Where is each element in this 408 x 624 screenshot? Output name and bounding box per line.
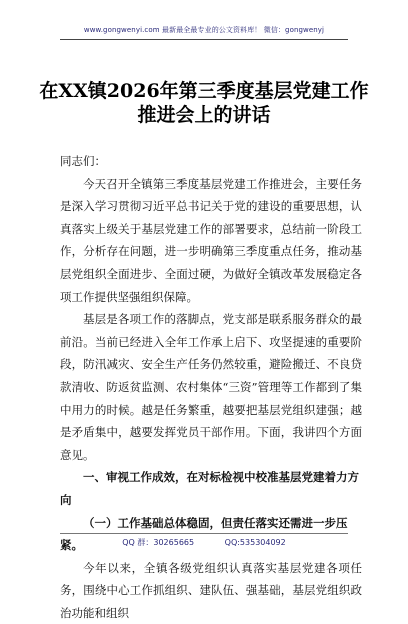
page-footer — [0, 537, 408, 548]
title-line-2: 推进会上的讲话 — [137, 104, 271, 126]
salutation: 同志们： — [60, 154, 106, 168]
header-divider — [60, 39, 348, 40]
header-website-text: www.gongwenyi.com 最新最全最专业的公文资料库！ 微信：gongwenyj — [83, 26, 325, 34]
document-body — [60, 150, 362, 624]
paragraph-1: 今天召开全镇第三季度基层党建工作推进会，主要任务是深入学习贯彻习近平总书记关于党的建设的重要思想，认真落实上级关于基层党建工作的部署要求，总结前一阶段工作，分析存在问题，进一步明确第三季度重点任务，推动基层党组织全面进步、全面过硬，为做好全镇改革发展稳定各项工作提供坚强组织保障。 — [60, 176, 362, 304]
title-line-1: 在XX镇2026年第三季度基层党建工作 — [39, 80, 369, 102]
paragraph-2: 基层是各项工作的落脚点，党支部是联系服务群众的最前沿。当前已经进入全年工作承上启下、攻坚提速的重要阶段，防汛减灾、安全生产任务仍然较重，避险搬迁、不良贷款清收、防返贫监测、农村集体“三资”管理等工作都到了集中用力的时候。越是任务繁重，越要把基层党组织建强；越是矛盾集中，越要发挥党员干部作用。下面，我讲四个方面意见。 — [60, 312, 362, 462]
footer-qq-group: QQ 群：30265665 — [122, 538, 195, 547]
page-header — [0, 0, 408, 40]
footer-qq-contact: QQ:535304092 — [224, 538, 286, 547]
section-heading-1: 一、审视工作成效，在对标检视中校准基层党建着力方向 — [60, 470, 359, 507]
footer-divider — [60, 533, 348, 534]
paragraph-3: 今年以来，全镇各级党组织认真落实基层党建各项任务，围绕中心工作抓组织、建队伍、强基础，基层党组织政治功能和组织 — [60, 560, 362, 620]
subsection-heading-1: （一）工作基础总体稳固，但责任落实还需进一步压紧。 — [60, 515, 348, 553]
document-title — [30, 79, 378, 127]
